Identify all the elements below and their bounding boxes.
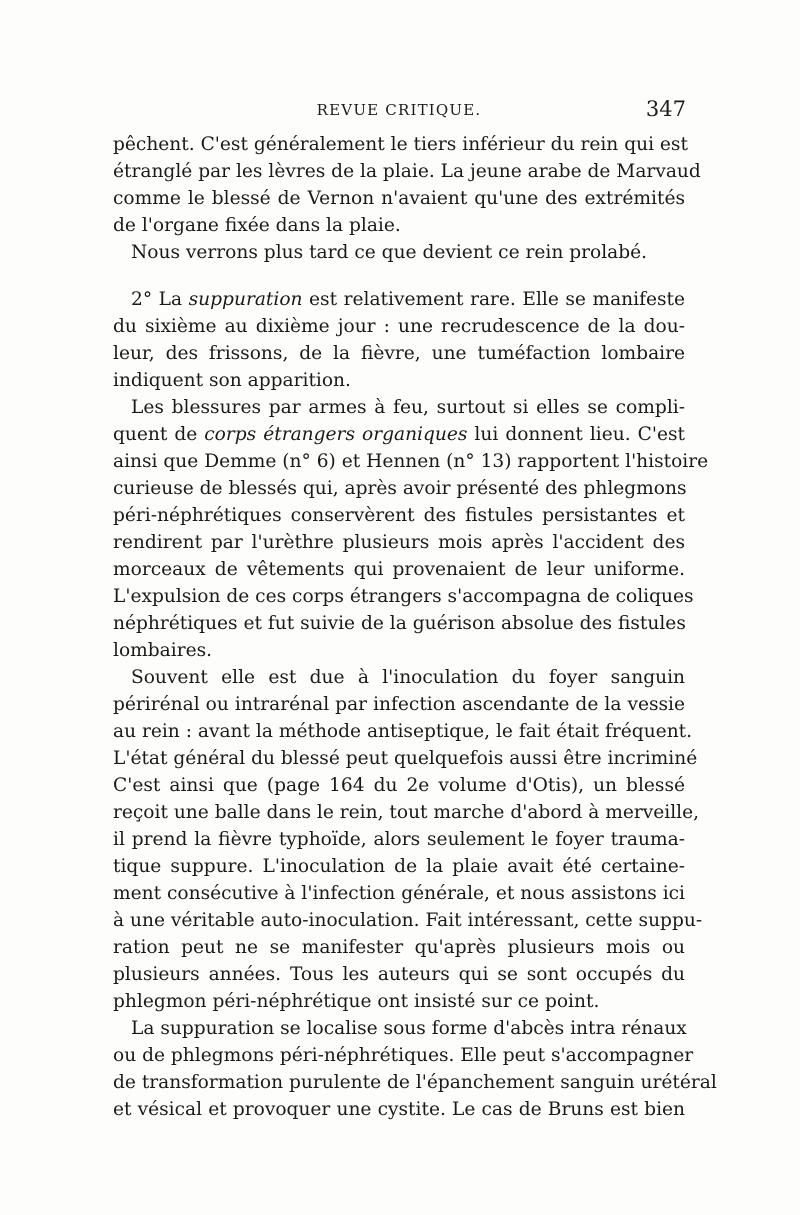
- text-line: leur, des frissons, de la fièvre, une tuméfaction lombaire: [113, 343, 685, 364]
- text-line: de l'organe fixée dans la plaie.: [113, 215, 401, 236]
- text-line: phlegmon péri-néphrétique ont insisté sur ce point.: [113, 991, 600, 1012]
- text-line: La suppuration se localise sous forme d'abcès intra rénaux: [131, 1018, 687, 1039]
- italic-term: suppuration: [188, 289, 303, 310]
- text-line: péri-néphrétiques conservèrent des fistules persistantes et: [113, 505, 685, 526]
- text-line: Nous verrons plus tard ce que devient ce rein prolabé.: [131, 242, 648, 263]
- text-line: à une véritable auto-inoculation. Fait intéressant, cette suppu-: [113, 910, 703, 931]
- text-line: et vésical et provoquer une cystite. Le cas de Bruns est bien: [113, 1099, 685, 1120]
- text-line: ou de phlegmons péri-néphrétiques. Elle peut s'accompagner: [113, 1045, 694, 1066]
- text-line: du sixième au dixième jour : une recrudescence de la dou-: [113, 316, 685, 337]
- text-line: indiquent son apparition.: [113, 370, 351, 391]
- text-line: plusieurs années. Tous les auteurs qui se sont occupés du: [113, 964, 685, 985]
- text-line: [113, 286, 685, 313]
- text-line: [113, 421, 685, 448]
- text-line: L'état général du blessé peut quelquefois aussi être incriminé: [113, 748, 698, 769]
- text-line: il prend la fièvre typhoïde, alors seulement le foyer trauma-: [113, 829, 685, 850]
- line-prefix: 2° La: [131, 289, 189, 310]
- italic-term: corps étrangers organiques: [204, 424, 468, 445]
- text-line: ment consécutive à l'infection générale, et nous assistons ici: [113, 883, 685, 904]
- text-line: de transformation purulente de l'épanchement sanguin urétéral: [113, 1072, 717, 1093]
- text-line: au rein : avant la méthode antiseptique, le fait était fréquent.: [113, 721, 693, 742]
- line-suffix: est relativement rare. Elle se manifeste: [302, 289, 686, 310]
- text-line: néphrétiques et fut suivie de la guérison absolue des fistules: [113, 613, 686, 634]
- running-title: REVUE CRITIQUE.: [316, 101, 482, 119]
- text-line: Les blessures par armes à feu, surtout si elles se compli-: [131, 397, 685, 418]
- text-line: Souvent elle est due à l'inoculation du foyer sanguin: [131, 667, 685, 688]
- line-prefix: quent de: [113, 424, 205, 445]
- page-number: 347: [645, 97, 686, 121]
- text-line: ration peut ne se manifester qu'après plusieurs mois ou: [113, 937, 685, 958]
- text-line: pêchent. C'est généralement le tiers inférieur du rein qui est: [113, 134, 688, 155]
- text-line: lombaires.: [113, 640, 213, 661]
- text-line: C'est ainsi que (page 164 du 2e volume d'Otis), un blessé: [113, 775, 685, 796]
- text-line: étranglé par les lèvres de la plaie. La jeune arabe de Marvaud: [113, 161, 701, 182]
- text-line: périrénal ou intrarénal par infection ascendante de la vessie: [113, 694, 685, 715]
- text-line: morceaux de vêtements qui provenaient de leur uniforme.: [113, 559, 685, 580]
- text-line: reçoit une balle dans le rein, tout marche d'abord à merveille,: [113, 802, 700, 823]
- text-line: L'expulsion de ces corps étrangers s'accompagna de coliques: [113, 586, 694, 607]
- running-header: [110, 97, 688, 123]
- paragraph-gap: [113, 266, 685, 286]
- text-line: comme le blessé de Vernon n'avaient qu'une des extrémités: [113, 188, 685, 209]
- line-suffix: lui donnent lieu. C'est: [467, 424, 685, 445]
- text-line: rendirent par l'urèthre plusieurs mois après l'accident des: [113, 532, 685, 553]
- text-line: curieuse de blessés qui, après avoir présenté des phlegmons: [113, 478, 687, 499]
- body-text: [113, 131, 717, 1123]
- text-line: tique suppure. L'inoculation de la plaie avait été certaine-: [113, 856, 685, 877]
- text-line: ainsi que Demme (n° 6) et Hennen (n° 13) rapportent l'histoire: [113, 451, 709, 472]
